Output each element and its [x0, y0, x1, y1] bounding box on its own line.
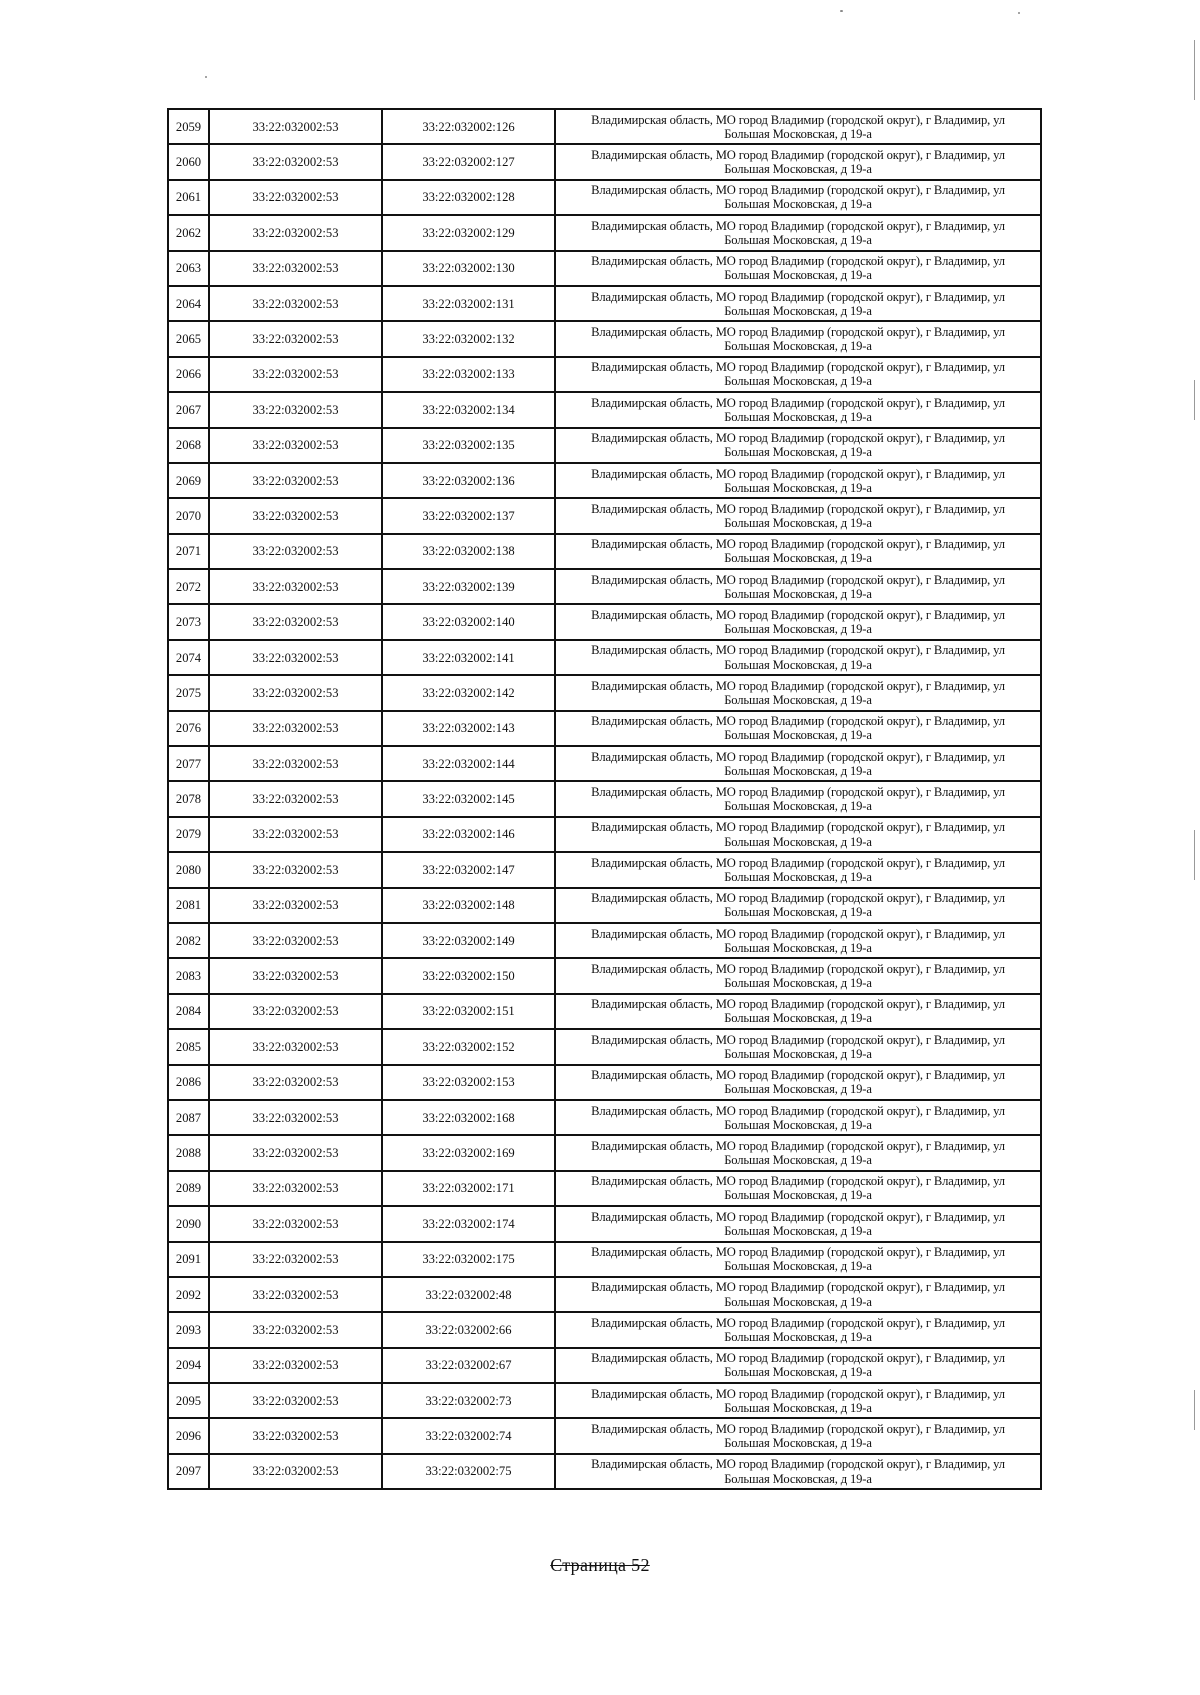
cadastral-number: 33:22:032002:132 — [382, 321, 555, 356]
row-number: 2097 — [168, 1454, 209, 1489]
address-cell — [555, 817, 1041, 852]
address-cell — [555, 746, 1041, 781]
parent-cadastral-number: 33:22:032002:53 — [209, 463, 382, 498]
address-line-1: Владимирская область, МО город Владимир (городской округ), г Владимир, ул — [591, 254, 1005, 269]
address-line-2: Большая Московская, д 19-а — [724, 1436, 872, 1451]
address-line-1: Владимирская область, МО город Владимир (городской округ), г Владимир, ул — [591, 501, 1005, 516]
table-row — [168, 888, 1041, 923]
row-number: 2093 — [168, 1312, 209, 1347]
address-line-2: Большая Московская, д 19-а — [724, 1046, 872, 1061]
address-line-2: Большая Московская, д 19-а — [724, 622, 872, 637]
address-line-2: Большая Московская, д 19-а — [724, 445, 872, 460]
address-cell — [555, 1242, 1041, 1277]
row-number: 2064 — [168, 286, 209, 321]
cadastral-number: 33:22:032002:131 — [382, 286, 555, 321]
address-line-2: Большая Московская, д 19-а — [724, 1011, 872, 1026]
cadastral-number: 33:22:032002:75 — [382, 1454, 555, 1489]
row-number: 2059 — [168, 109, 209, 144]
row-number: 2071 — [168, 534, 209, 569]
parent-cadastral-number: 33:22:032002:53 — [209, 180, 382, 215]
parent-cadastral-number: 33:22:032002:53 — [209, 321, 382, 356]
table-row — [168, 817, 1041, 852]
table-row — [168, 392, 1041, 427]
address-cell — [555, 569, 1041, 604]
table-row — [168, 1206, 1041, 1241]
page-number: Страница 52 — [550, 1555, 650, 1575]
address-line-1: Владимирская область, МО город Владимир (городской округ), г Владимир, ул — [591, 1386, 1005, 1401]
parent-cadastral-number: 33:22:032002:53 — [209, 923, 382, 958]
row-number: 2079 — [168, 817, 209, 852]
cadastral-number: 33:22:032002:140 — [382, 604, 555, 639]
parent-cadastral-number: 33:22:032002:53 — [209, 1348, 382, 1383]
address-line-2: Большая Московская, д 19-а — [724, 799, 872, 814]
cadastral-number: 33:22:032002:134 — [382, 392, 555, 427]
cadastral-number: 33:22:032002:73 — [382, 1383, 555, 1418]
address-cell — [555, 215, 1041, 250]
parent-cadastral-number: 33:22:032002:53 — [209, 392, 382, 427]
address-line-1: Владимирская область, МО город Владимир (городской округ), г Владимир, ул — [591, 785, 1005, 800]
address-cell — [555, 1100, 1041, 1135]
address-line-1: Владимирская область, МО город Владимир (городской округ), г Владимир, ул — [591, 289, 1005, 304]
table-row — [168, 144, 1041, 179]
parent-cadastral-number: 33:22:032002:53 — [209, 1277, 382, 1312]
address-line-2: Большая Московская, д 19-а — [724, 339, 872, 354]
parent-cadastral-number: 33:22:032002:53 — [209, 286, 382, 321]
address-line-1: Владимирская область, МО город Владимир (городской округ), г Владимир, ул — [591, 997, 1005, 1012]
cadastral-number: 33:22:032002:171 — [382, 1171, 555, 1206]
address-line-2: Большая Московская, д 19-а — [724, 657, 872, 672]
cadastral-number: 33:22:032002:149 — [382, 923, 555, 958]
address-line-1: Владимирская область, МО город Владимир (городской округ), г Владимир, ул — [591, 855, 1005, 870]
address-line-2: Большая Московская, д 19-а — [724, 1400, 872, 1415]
table-row — [168, 1348, 1041, 1383]
parent-cadastral-number: 33:22:032002:53 — [209, 1171, 382, 1206]
cadastral-number: 33:22:032002:136 — [382, 463, 555, 498]
cadastral-number: 33:22:032002:150 — [382, 958, 555, 993]
cadastral-number: 33:22:032002:145 — [382, 781, 555, 816]
row-number: 2067 — [168, 392, 209, 427]
parent-cadastral-number: 33:22:032002:53 — [209, 534, 382, 569]
table-row — [168, 994, 1041, 1029]
address-cell — [555, 1348, 1041, 1383]
address-line-2: Большая Московская, д 19-а — [724, 268, 872, 283]
table-row — [168, 1454, 1041, 1489]
row-number: 2081 — [168, 888, 209, 923]
address-cell — [555, 1454, 1041, 1489]
table-row — [168, 286, 1041, 321]
address-cell — [555, 640, 1041, 675]
table-row — [168, 1242, 1041, 1277]
parent-cadastral-number: 33:22:032002:53 — [209, 1383, 382, 1418]
address-line-1: Владимирская область, МО город Владимир (городской округ), г Владимир, ул — [591, 749, 1005, 764]
address-cell — [555, 428, 1041, 463]
address-line-1: Владимирская область, МО город Владимир (городской округ), г Владимир, ул — [591, 608, 1005, 623]
address-line-1: Владимирская область, МО город Владимир (городской округ), г Владимир, ул — [591, 147, 1005, 162]
row-number: 2095 — [168, 1383, 209, 1418]
row-number: 2091 — [168, 1242, 209, 1277]
row-number: 2074 — [168, 640, 209, 675]
address-line-1: Владимирская область, МО город Владимир (городской округ), г Владимир, ул — [591, 1245, 1005, 1260]
address-line-1: Владимирская область, МО город Владимир (городской округ), г Владимир, ул — [591, 537, 1005, 552]
address-line-2: Большая Московская, д 19-а — [724, 126, 872, 141]
parent-cadastral-number: 33:22:032002:53 — [209, 428, 382, 463]
parent-cadastral-number: 33:22:032002:53 — [209, 498, 382, 533]
table-row — [168, 1277, 1041, 1312]
cadastral-number: 33:22:032002:142 — [382, 675, 555, 710]
parent-cadastral-number: 33:22:032002:53 — [209, 1454, 382, 1489]
address-cell — [555, 109, 1041, 144]
cadastral-number: 33:22:032002:141 — [382, 640, 555, 675]
address-line-1: Владимирская область, МО город Владимир (городской округ), г Владимир, ул — [591, 1422, 1005, 1437]
address-line-2: Большая Московская, д 19-а — [724, 480, 872, 495]
address-cell — [555, 286, 1041, 321]
address-line-2: Большая Московская, д 19-а — [724, 940, 872, 955]
address-line-1: Владимирская область, МО город Владимир (городской округ), г Владимир, ул — [591, 466, 1005, 481]
row-number: 2061 — [168, 180, 209, 215]
address-line-2: Большая Московская, д 19-а — [724, 1082, 872, 1097]
cadastral-number: 33:22:032002:168 — [382, 1100, 555, 1135]
address-cell — [555, 675, 1041, 710]
address-cell — [555, 1029, 1041, 1064]
parent-cadastral-number: 33:22:032002:53 — [209, 958, 382, 993]
table-row — [168, 321, 1041, 356]
parent-cadastral-number: 33:22:032002:53 — [209, 711, 382, 746]
address-line-1: Владимирская область, МО город Владимир (городской округ), г Владимир, ул — [591, 218, 1005, 233]
table-row — [168, 428, 1041, 463]
address-line-2: Большая Московская, д 19-а — [724, 834, 872, 849]
address-line-2: Большая Московская, д 19-а — [724, 197, 872, 212]
address-cell — [555, 1418, 1041, 1453]
address-line-2: Большая Московская, д 19-а — [724, 374, 872, 389]
row-number: 2069 — [168, 463, 209, 498]
table-row — [168, 675, 1041, 710]
parent-cadastral-number: 33:22:032002:53 — [209, 1029, 382, 1064]
address-cell — [555, 781, 1041, 816]
address-line-1: Владимирская область, МО город Владимир (городской округ), г Владимир, ул — [591, 324, 1005, 339]
cadastral-number: 33:22:032002:148 — [382, 888, 555, 923]
address-line-2: Большая Московская, д 19-а — [724, 551, 872, 566]
table-row — [168, 1418, 1041, 1453]
address-line-2: Большая Московская, д 19-а — [724, 728, 872, 743]
table-row — [168, 923, 1041, 958]
address-cell — [555, 498, 1041, 533]
address-line-1: Владимирская область, МО город Владимир (городской округ), г Владимир, ул — [591, 1280, 1005, 1295]
address-line-1: Владимирская область, МО город Владимир (городской округ), г Владимир, ул — [591, 395, 1005, 410]
parent-cadastral-number: 33:22:032002:53 — [209, 1065, 382, 1100]
table-row — [168, 1029, 1041, 1064]
address-line-2: Большая Московская, д 19-а — [724, 1259, 872, 1274]
table-row — [168, 1312, 1041, 1347]
parent-cadastral-number: 33:22:032002:53 — [209, 746, 382, 781]
cadastral-number: 33:22:032002:129 — [382, 215, 555, 250]
parent-cadastral-number: 33:22:032002:53 — [209, 1100, 382, 1135]
address-line-2: Большая Московская, д 19-а — [724, 976, 872, 991]
cadastral-number: 33:22:032002:126 — [382, 109, 555, 144]
address-line-2: Большая Московская, д 19-а — [724, 692, 872, 707]
address-cell — [555, 1206, 1041, 1241]
address-cell — [555, 251, 1041, 286]
parent-cadastral-number: 33:22:032002:53 — [209, 888, 382, 923]
table-row — [168, 357, 1041, 392]
scan-edge-mark — [1194, 1390, 1195, 1430]
parent-cadastral-number: 33:22:032002:53 — [209, 1206, 382, 1241]
row-number: 2094 — [168, 1348, 209, 1383]
registry-body — [168, 109, 1041, 1489]
row-number: 2088 — [168, 1135, 209, 1170]
address-cell — [555, 923, 1041, 958]
parent-cadastral-number: 33:22:032002:53 — [209, 109, 382, 144]
address-cell — [555, 1312, 1041, 1347]
row-number: 2084 — [168, 994, 209, 1029]
parent-cadastral-number: 33:22:032002:53 — [209, 251, 382, 286]
row-number: 2080 — [168, 852, 209, 887]
cadastral-number: 33:22:032002:144 — [382, 746, 555, 781]
parent-cadastral-number: 33:22:032002:53 — [209, 357, 382, 392]
address-line-2: Большая Московская, д 19-а — [724, 232, 872, 247]
address-cell — [555, 321, 1041, 356]
cadastral-number: 33:22:032002:151 — [382, 994, 555, 1029]
table-row — [168, 852, 1041, 887]
parent-cadastral-number: 33:22:032002:53 — [209, 817, 382, 852]
row-number: 2089 — [168, 1171, 209, 1206]
table-row — [168, 109, 1041, 144]
address-line-1: Владимирская область, МО город Владимир (городской округ), г Владимир, ул — [591, 643, 1005, 658]
address-cell — [555, 1065, 1041, 1100]
scan-speck — [1018, 12, 1020, 14]
parent-cadastral-number: 33:22:032002:53 — [209, 1418, 382, 1453]
table-row — [168, 604, 1041, 639]
table-row — [168, 746, 1041, 781]
address-line-1: Владимирская область, МО город Владимир (городской округ), г Владимир, ул — [591, 1032, 1005, 1047]
row-number: 2087 — [168, 1100, 209, 1135]
address-line-2: Большая Московская, д 19-а — [724, 869, 872, 884]
address-line-2: Большая Московская, д 19-а — [724, 1188, 872, 1203]
cadastral-number: 33:22:032002:153 — [382, 1065, 555, 1100]
row-number: 2072 — [168, 569, 209, 604]
row-number: 2065 — [168, 321, 209, 356]
cadastral-number: 33:22:032002:152 — [382, 1029, 555, 1064]
cadastral-number: 33:22:032002:169 — [382, 1135, 555, 1170]
address-cell — [555, 852, 1041, 887]
scan-edge-mark — [1194, 830, 1195, 880]
address-cell — [555, 463, 1041, 498]
cadastral-number: 33:22:032002:174 — [382, 1206, 555, 1241]
row-number: 2078 — [168, 781, 209, 816]
scan-speck — [840, 10, 843, 12]
table-row — [168, 1065, 1041, 1100]
address-line-1: Владимирская область, МО город Владимир (городской округ), г Владимир, ул — [591, 572, 1005, 587]
parent-cadastral-number: 33:22:032002:53 — [209, 144, 382, 179]
cadastral-number: 33:22:032002:147 — [382, 852, 555, 887]
scan-speck — [205, 76, 207, 78]
table-row — [168, 711, 1041, 746]
address-line-1: Владимирская область, МО город Владимир (городской округ), г Владимир, ул — [591, 112, 1005, 127]
address-line-2: Большая Московская, д 19-а — [724, 586, 872, 601]
address-cell — [555, 1171, 1041, 1206]
address-line-1: Владимирская область, МО город Владимир (городской округ), г Владимир, ул — [591, 961, 1005, 976]
cadastral-number: 33:22:032002:139 — [382, 569, 555, 604]
parent-cadastral-number: 33:22:032002:53 — [209, 675, 382, 710]
address-line-2: Большая Московская, д 19-а — [724, 1223, 872, 1238]
address-line-2: Большая Московская, д 19-а — [724, 162, 872, 177]
address-line-2: Большая Московская, д 19-а — [724, 1153, 872, 1168]
address-line-1: Владимирская область, МО город Владимир (городской округ), г Владимир, ул — [591, 1351, 1005, 1366]
address-line-2: Большая Московская, д 19-а — [724, 409, 872, 424]
address-line-2: Большая Московская, д 19-а — [724, 1294, 872, 1309]
parent-cadastral-number: 33:22:032002:53 — [209, 1242, 382, 1277]
row-number: 2090 — [168, 1206, 209, 1241]
address-cell — [555, 1135, 1041, 1170]
row-number: 2070 — [168, 498, 209, 533]
row-number: 2086 — [168, 1065, 209, 1100]
table-row — [168, 215, 1041, 250]
table-row — [168, 463, 1041, 498]
row-number: 2075 — [168, 675, 209, 710]
row-number: 2096 — [168, 1418, 209, 1453]
address-cell — [555, 357, 1041, 392]
address-line-1: Владимирская область, МО город Владимир (городской округ), г Владимир, ул — [591, 714, 1005, 729]
parent-cadastral-number: 33:22:032002:53 — [209, 215, 382, 250]
parent-cadastral-number: 33:22:032002:53 — [209, 852, 382, 887]
row-number: 2068 — [168, 428, 209, 463]
address-line-2: Большая Московская, д 19-а — [724, 1117, 872, 1132]
address-cell — [555, 604, 1041, 639]
address-cell — [555, 1383, 1041, 1418]
address-line-1: Владимирская область, МО город Владимир (городской округ), г Владимир, ул — [591, 1103, 1005, 1118]
address-line-1: Владимирская область, МО город Владимир (городской округ), г Владимир, ул — [591, 360, 1005, 375]
row-number: 2082 — [168, 923, 209, 958]
address-line-1: Владимирская область, МО город Владимир (городской округ), г Владимир, ул — [591, 1315, 1005, 1330]
address-line-1: Владимирская область, МО город Владимир (городской округ), г Владимир, ул — [591, 1209, 1005, 1224]
table-row — [168, 498, 1041, 533]
address-line-1: Владимирская область, МО город Владимир (городской округ), г Владимир, ул — [591, 1068, 1005, 1083]
table-row — [168, 180, 1041, 215]
cadastral-number: 33:22:032002:130 — [382, 251, 555, 286]
row-number: 2076 — [168, 711, 209, 746]
address-cell — [555, 711, 1041, 746]
address-line-1: Владимирская область, МО город Владимир (городской округ), г Владимир, ул — [591, 1138, 1005, 1153]
row-number: 2073 — [168, 604, 209, 639]
parent-cadastral-number: 33:22:032002:53 — [209, 569, 382, 604]
parent-cadastral-number: 33:22:032002:53 — [209, 1135, 382, 1170]
cadastral-registry-table — [167, 108, 1042, 1490]
row-number: 2063 — [168, 251, 209, 286]
cadastral-number: 33:22:032002:128 — [382, 180, 555, 215]
table-row — [168, 251, 1041, 286]
scan-edge-mark — [1194, 40, 1195, 100]
address-line-2: Большая Московская, д 19-а — [724, 1329, 872, 1344]
cadastral-number: 33:22:032002:66 — [382, 1312, 555, 1347]
table-row — [168, 534, 1041, 569]
address-cell — [555, 534, 1041, 569]
scan-edge-mark — [1194, 380, 1195, 420]
cadastral-number: 33:22:032002:175 — [382, 1242, 555, 1277]
address-line-1: Владимирская область, МО город Владимир (городской округ), г Владимир, ул — [591, 183, 1005, 198]
address-line-1: Владимирская область, МО город Владимир (городской округ), г Владимир, ул — [591, 431, 1005, 446]
cadastral-number: 33:22:032002:67 — [382, 1348, 555, 1383]
address-line-1: Владимирская область, МО город Владимир (городской округ), г Владимир, ул — [591, 926, 1005, 941]
table-row — [168, 1135, 1041, 1170]
row-number: 2083 — [168, 958, 209, 993]
table-row — [168, 1383, 1041, 1418]
address-line-2: Большая Московская, д 19-а — [724, 515, 872, 530]
cadastral-number: 33:22:032002:143 — [382, 711, 555, 746]
cadastral-number: 33:22:032002:127 — [382, 144, 555, 179]
cadastral-number: 33:22:032002:74 — [382, 1418, 555, 1453]
address-line-1: Владимирская область, МО город Владимир (городской округ), г Владимир, ул — [591, 678, 1005, 693]
cadastral-number: 33:22:032002:146 — [382, 817, 555, 852]
cadastral-number: 33:22:032002:135 — [382, 428, 555, 463]
address-line-2: Большая Московская, д 19-а — [724, 303, 872, 318]
table-row — [168, 569, 1041, 604]
table-row — [168, 1100, 1041, 1135]
cadastral-number: 33:22:032002:133 — [382, 357, 555, 392]
address-cell — [555, 888, 1041, 923]
row-number: 2060 — [168, 144, 209, 179]
address-line-2: Большая Московская, д 19-а — [724, 763, 872, 778]
address-cell — [555, 392, 1041, 427]
row-number: 2066 — [168, 357, 209, 392]
address-line-2: Большая Московская, д 19-а — [724, 905, 872, 920]
address-cell — [555, 1277, 1041, 1312]
address-line-1: Владимирская область, МО город Владимир (городской округ), г Владимир, ул — [591, 1174, 1005, 1189]
address-cell — [555, 180, 1041, 215]
table-row — [168, 640, 1041, 675]
table-row — [168, 781, 1041, 816]
parent-cadastral-number: 33:22:032002:53 — [209, 640, 382, 675]
address-line-2: Большая Московская, д 19-а — [724, 1471, 872, 1486]
address-line-2: Большая Московская, д 19-а — [724, 1365, 872, 1380]
row-number: 2077 — [168, 746, 209, 781]
address-cell — [555, 958, 1041, 993]
table-row — [168, 958, 1041, 993]
parent-cadastral-number: 33:22:032002:53 — [209, 781, 382, 816]
address-cell — [555, 994, 1041, 1029]
address-line-1: Владимирская область, МО город Владимир (городской округ), г Владимир, ул — [591, 1457, 1005, 1472]
table-row — [168, 1171, 1041, 1206]
cadastral-number: 33:22:032002:48 — [382, 1277, 555, 1312]
row-number: 2085 — [168, 1029, 209, 1064]
cadastral-number: 33:22:032002:137 — [382, 498, 555, 533]
address-line-1: Владимирская область, МО город Владимир (городской округ), г Владимир, ул — [591, 891, 1005, 906]
row-number: 2092 — [168, 1277, 209, 1312]
parent-cadastral-number: 33:22:032002:53 — [209, 1312, 382, 1347]
parent-cadastral-number: 33:22:032002:53 — [209, 994, 382, 1029]
address-cell — [555, 144, 1041, 179]
address-line-1: Владимирская область, МО город Владимир (городской округ), г Владимир, ул — [591, 820, 1005, 835]
cadastral-number: 33:22:032002:138 — [382, 534, 555, 569]
row-number: 2062 — [168, 215, 209, 250]
parent-cadastral-number: 33:22:032002:53 — [209, 604, 382, 639]
